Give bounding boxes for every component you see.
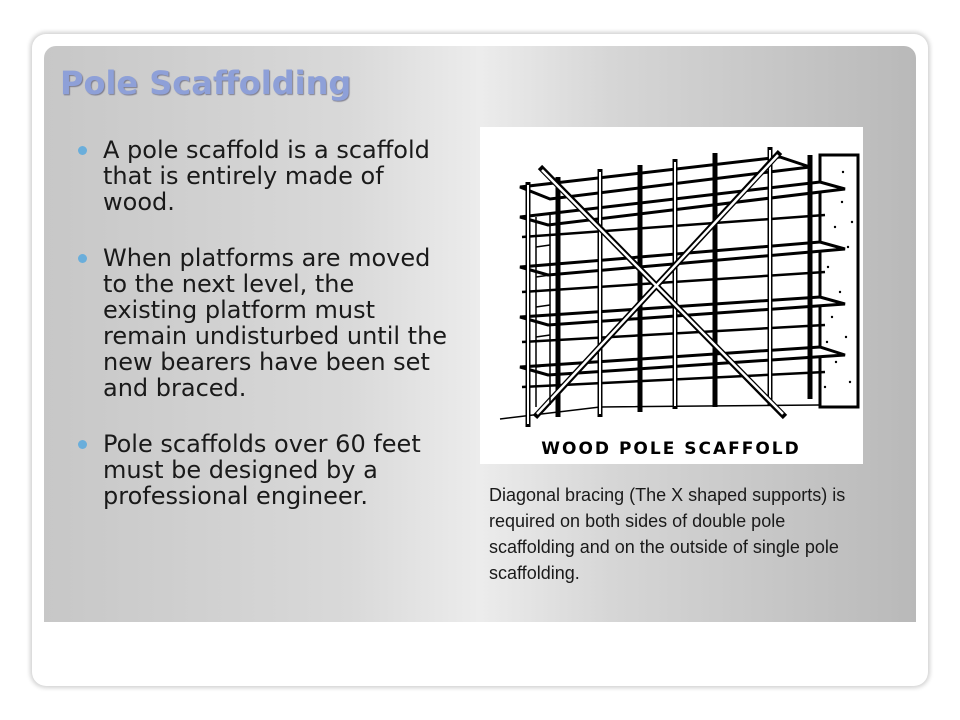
platforms [520, 157, 845, 375]
image-label: WOOD POLE SCAFFOLD [541, 439, 801, 459]
bullet-item [70, 245, 455, 401]
ladder [536, 215, 550, 407]
scaffold-drawing [480, 127, 863, 464]
bullet-dot-icon [78, 440, 87, 449]
bullet-text: Pole scaffolds over 60 feet must be designed by a professional engineer. [103, 430, 421, 510]
image-caption: Diagonal bracing (The X shaped supports) is required on both sides of double pole scaffolding and on the outside of single pole scaffolding. [489, 485, 846, 583]
bullet-list [70, 137, 455, 539]
bullet-dot-icon [78, 254, 87, 263]
slide-title: Pole Scaffolding [60, 64, 352, 102]
bullet-item [70, 137, 455, 215]
bullet-text: When platforms are moved to the next level, the existing platform must remain undisturbed until the new bearers have been set and braced. [103, 244, 448, 402]
bullet-text: A pole scaffold is a scaffold that is entirely made of wood. [103, 136, 430, 216]
scaffold-illustration [480, 127, 863, 464]
bullet-dot-icon [78, 146, 87, 155]
bullet-item [70, 431, 455, 509]
